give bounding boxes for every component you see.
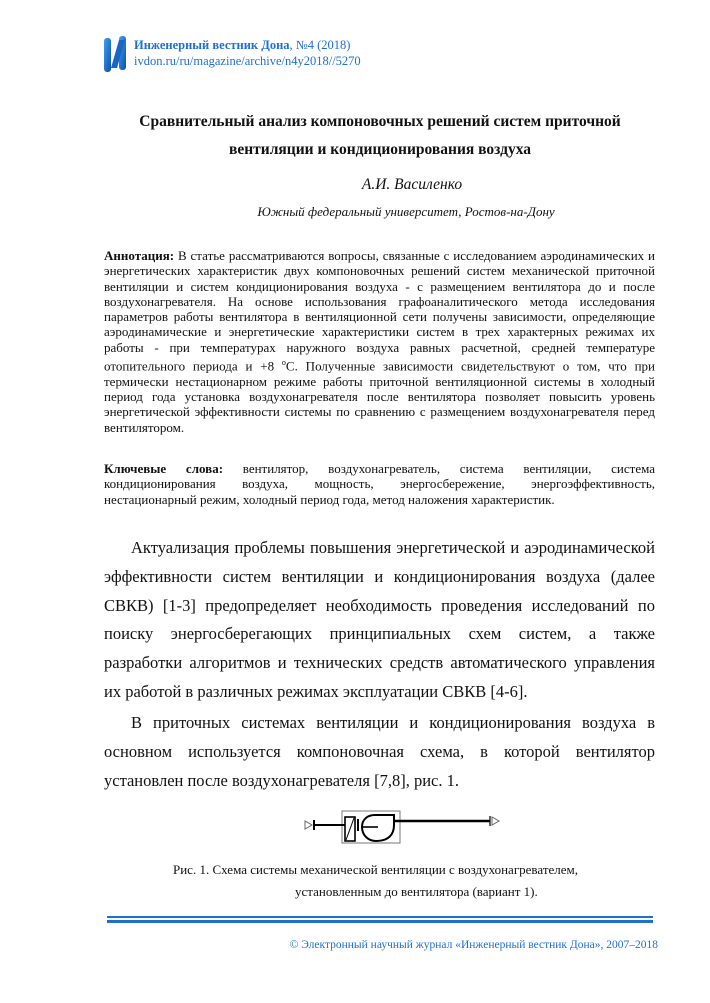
footer-divider-thin bbox=[107, 916, 653, 918]
title-line-1: Сравнительный анализ компоновочных решений систем приточной bbox=[139, 113, 621, 130]
abstract bbox=[104, 248, 655, 435]
footer-divider-thick bbox=[107, 920, 653, 923]
journal-issue: , №4 (2018) bbox=[289, 38, 351, 52]
journal-name: Инженерный вестник Дона bbox=[134, 38, 290, 52]
inlet-arrow-icon bbox=[305, 821, 312, 829]
keywords-text: вентилятор, воздухонагреватель, система вентиляции, система кондиционирования воздуха, мощность, энергосбережение, энергоэффективность, нестационарный режим, холодный период года, метод наложения характеристик. bbox=[104, 461, 655, 507]
affiliation: Южный федеральный университет, Ростов-на-Дону bbox=[257, 204, 555, 219]
footer-copyright: © Электронный научный журнал «Инженерный вестник Дона», 2007–2018 bbox=[289, 939, 658, 951]
article-title bbox=[100, 108, 660, 164]
journal-url[interactable]: ivdon.ru/ru/magazine/archive/n4y2018//5270 bbox=[134, 54, 361, 68]
journal-header bbox=[134, 37, 361, 69]
figure-caption bbox=[100, 859, 660, 903]
abstract-text-b: С. Полученные зависимости свидетельствуют о том, что при термически нестационарном режиме работы приточной вентиляционной системы в холодный период года установка воздухонагревателя после вентилятора позволяет повысить уровень энергетической эффективности системы по сравнению с размещением воздухонагревателя перед вентилятором. bbox=[104, 358, 655, 435]
title-line-2: вентиляции и кондиционирования воздуха bbox=[228, 141, 531, 158]
paragraph-2: В приточных системах вентиляции и кондиционирования воздуха в основном используется компоновочная схема, в которой вентилятор установлен после воздухонагревателя [7,8], рис. 1. bbox=[104, 713, 655, 790]
abstract-label: Аннотация: bbox=[104, 248, 175, 263]
keywords bbox=[104, 461, 655, 507]
keywords-label: Ключевые слова: bbox=[104, 461, 224, 476]
degree-sign: o bbox=[281, 358, 286, 368]
journal-logo bbox=[103, 34, 127, 74]
caption-line-2: установленным до вентилятора (вариант 1). bbox=[295, 884, 538, 899]
outlet-arrow-icon bbox=[492, 817, 499, 825]
fan-icon bbox=[362, 815, 394, 841]
ventilation-schematic-figure bbox=[300, 805, 505, 845]
paragraph-1: Актуализация проблемы повышения энергетической и аэродинамической эффективности систем вентиляции и кондиционирования воздуха (далее СВКВ) [1-3] предопределяет необходимость проведения исследований по поиску энергосберегающих принципиальных схем систем, а также разработки алгоритмов и технических средств автоматического управления их работой в различных режимах эксплуатации СВКВ [4-6]. bbox=[104, 538, 655, 701]
abstract-text-a: В статье рассматриваются вопросы, связанные с исследованием аэродинамических и энергетических характеристик двух компоновочных решений систем механической приточной вентиляции и систем кондиционирования воздуха - с размещением вентилятора до и после воздухонагревателя. На основе использования графоаналитического метода исследования параметров работы вентилятора в вентиляционной сети получены зависимости, определяющие аэродинамические и энергетические характеристики систем в трех характерных режимах их работы - при температурах наружного воздуха равных расчетной, средней температуре отопительного периода и +8 bbox=[104, 248, 655, 374]
caption-line-1: Рис. 1. Схема системы механической вентиляции с воздухонагревателем, bbox=[173, 862, 579, 877]
author: А.И. Василенко bbox=[361, 176, 463, 193]
